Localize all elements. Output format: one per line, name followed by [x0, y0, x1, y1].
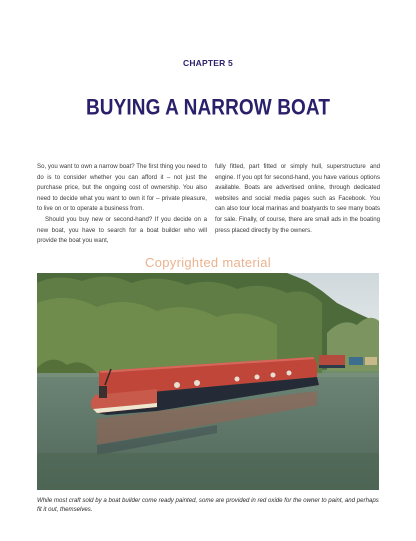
narrow-boat-photo: [37, 273, 379, 490]
photo-caption: While most craft sold by a boat builder come ready painted, some are provided in red oxide for the owner to paint, and perhaps fit it out, themselves.: [37, 497, 379, 513]
chapter-title: BUYING A NARROW BOAT: [85, 96, 331, 121]
left-paragraph-2: Should you buy new or second-hand? If you decide on a new boat, you have to search for a boat builder who will provide the boat you want,: [37, 215, 207, 245]
chapter-label: CHAPTER 5: [183, 58, 233, 68]
left-paragraph-1: So, you want to own a narrow boat? The first thing you need to do is to consider whether you can afford it – not just the purchase price, but the ongoing cost of ownership. You also need to decide what you want to own it for – private pleasure, to live on or to operate a business from.: [37, 163, 207, 213]
right-paragraph-1: fully fitted, part fitted or simply hull, superstructure and engine. If you opt for second-hand, you have various options available. Boats are advertised online, through dedicated websites and social media pages such as Facebook. You can also tour local marinas and boatyards to see many boats for sale. Finally, of course, there are small ads in the boating press placed directly by the owners.: [215, 163, 380, 234]
left-text-column: [37, 162, 207, 247]
right-text-column: [215, 162, 380, 236]
copyright-watermark: Copyrighted material: [145, 255, 271, 270]
